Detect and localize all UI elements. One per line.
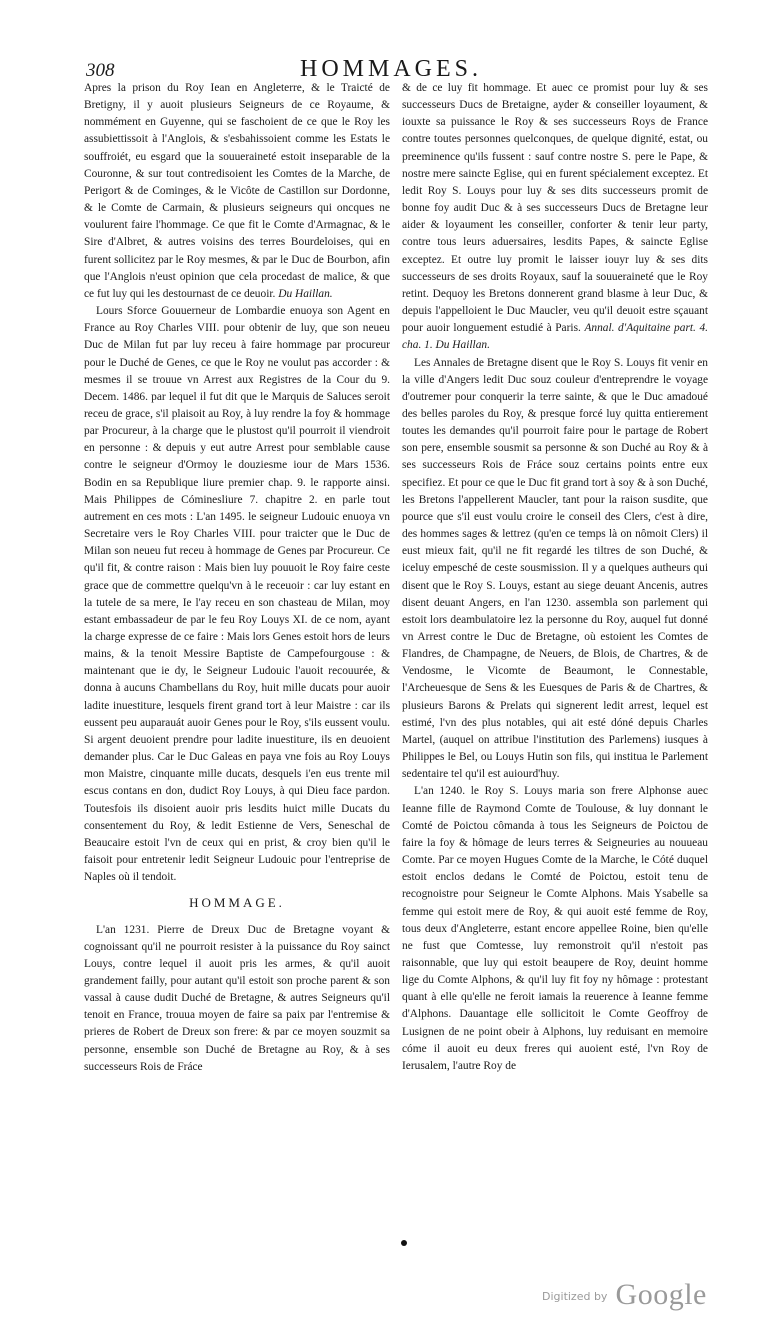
page-number: 308 (86, 60, 115, 81)
google-logo: Google (615, 1278, 707, 1311)
left-column (84, 80, 390, 1076)
paragraph-annales-bretagne: Les Annales de Bretagne disent que le Roy S. Louys fit venir en la ville d'Angers ledit Duc souz couleur d'entreprendre le voyage d'outremer pour conquerir la terre sainte, & que le Duc amadoué des belles paroles du Roy, & presque forcé luy quitta entierement toutes les demandes qu'il pourroit faire pour le partage de Robert son pere, ensemble sousmit sa personne & son Duché au Roy & à ses successeurs Rois de Fráce souz certains points entre eux specifiez. Et pour ce que le Duc fit grand tort à soy & à son Duché, les Bretons l'appellerent Maucler, tant pour la raison susdite, que pource que s'il eust voulu croire le conseil des Clers, c'est à dire, des hommes sages & lettrez (qu'en ce temps là on nômoit Clers) il eust mieux fait, qu'il ne fit regardé les tiltres de son Duché, & iceluy empesché de ceste sousmission. Il y a quelques autheurs qui disent que le Roy S. Louys, estant au siege deuant Ancenis, autres disent deuant Angers, en l'an 1230. assembla son parlement qui estoit lors deambulatoire lez la personne du Roy, auquel fut donné vn Arrest contre le Duc de Bretagne, où estoient les Comtes de Flandres, de Champagne, de Neuers, de Blois, de Chartres, & de Vendosme, le Vicomte de Beaumont, le Connestable, l'Archeuesque de Sens & les Euesques de Paris & de Chartres, & plusieurs Barons & Prelats qui signerent ledit arrest, lequel est estimé, l'vn des plus notables, qui ait esté dóné depuis Charles Martel, (auquel on attribue l'institution des Parlemens) iusques à Philippes le Bel, ou Louys Hutin son fils, qui institua le Parlement sedentaire tel qu'il est auiourd'huy. (402, 356, 708, 781)
paragraph-hommage-continuation (402, 80, 708, 355)
running-head: HOMMAGES. (300, 56, 483, 82)
ornament-dot (401, 1240, 407, 1246)
paragraph-text: & de ce luy fit hommage. Et auec ce promist pour luy & ses successeurs Ducs de Bretaigne, ayder & conseiller loyaument, & iouxte sa puissance le Roy & ses successeurs Roys de France contre toutes personnes quelconques, de quelque dignité, estat, ou preeminence qu'ils fussent : sauf contre nostre S. pere le Pape, & nostre mere saincte Eglise, qui en furent spécialement exceptez. Et ledit Roy S. Louys pour luy & ses dits successeurs promit de bonne foy audit Duc & à ses successeurs Ducs de Bretagne leur aider & loyaument les conseiller, conforter & tenir leur party, contre tous leurs aduersaires, lesdits Papes, & saincte Eglise exceptez. Et outre luy promit le laisser iouyr luy & ses dits successeurs de ses droits Royaux, sauf la souueraineté que le Roy retint. Dequoy les Bretons donnerent grand blasme à leur Duc, & depuis l'appelloient le Duc Maucler, veu qu'il deuoit estre sçauant pour auoir longuement estudié à Paris. (402, 82, 708, 335)
reference-annales-aquitaine: Annal. d'Aquitaine part. 4. cha. 1. Du Haillan. (402, 322, 708, 352)
paragraph-prison-roy-iean (84, 80, 390, 303)
paragraph-1240: L'an 1240. le Roy S. Louys maria son frere Alphonse auec Ieanne fille de Raymond Comte de Toulouse, & luy donnant le Comté de Poictou cômanda à tous les Seigneurs de Poictou de faire la foy & hômage de leurs terres & Seigneuries au nouueau Comte. Par ce moyen Hugues Comte de la Marche, le Cóté duquel estoit enclos dedans le Comté de Poictou, estoit tenu de recognoistre pour Seigneur le Comte Alphons. Mais Ysabelle sa femme qui estoit mere de Roy, & qui auoit esté femme de Roy, tous deux d'Angleterre, estant encore appellee Roine, bien qu'elle ne fust que Comtesse, luy remonstroit qu'il n'estoit pas raisonnable, que luy qui estoit beaupere de Roy, deuint homme lige du Comte Alphons, & qu'il luy fit foy ny hômage : protestant quant à elle qu'elle ne feroit iamais la reuerence à Ieanne femme d'Alphons. Dauantage elle sollicitoit le Comte Geoffroy de Lusignen de ne point obeir à Alphons, luy reduisant en memoire cóme il auoit eu deux freres qui auoient esté, l'vn Roy de Ierusalem, l'autre Roy de (402, 785, 708, 1072)
right-column (402, 80, 708, 1075)
section-title: HOMMAGE. (189, 895, 285, 911)
paragraph-sforce: Lours Sforce Gouuerneur de Lombardie enuoya son Agent en France au Roy Charles VIII. pour obtenir de luy, que son neueu Duc de Milan fut par luy receu à faire hommage par procureur pour le Duché de Genes, ce que le Roy ne voulut pas accorder : & mesmes il se trouue vn Arrest aux Registres de la Cour du 9. Decem. 1486. par lequel il fut dit que le Marquis de Saluces seroit receu de grace, s'il plaisoit au Roy, à luy rendre la foy & hommage par Procureur, à la charge que le plustost qu'il pourroit il viendroit en personne : & depuis y eut autre Arrest pour semblable cause contre le seigneur d'Ormoy le douziesme iour de Mars 1536. Bodin en sa Republique liure premier chap. 9. le rapporte ainsi. Mais Philippes de Cóminesliure 7. chapitre 2. en parle tout autrement en ces mots : L'an 1495. le seigneur Ludouic enuoya vn Secretaire vers le Roy Charles VIII. pour traicter que le Duc de Milan son neueu fut receu à hommage de Genes par Procureur. Ce qu'il fit, & contre raison : Mais bien luy pouuoit le Roy faire ceste grace que de commettre quelqu'vn à le receuoir : car luy estant en la tutele de sa mere, Ie l'ay receu en son chasteau de Milan, moy estant embassadeur de par le feu Roy Louys XI. de ce nom, ayant la charge expresse de ce faire : Mais lors Genes estoit hors de leurs mains, & la tenoit Messire Baptiste de Campefourgouse : & maintenant que ie dy, le Seigneur Ludouic l'auoit recouurée, & donna à aucuns Chambellans du Roy, huit mille ducats pour auoir ladite inuestiture, lesquels firent grand tort à leur Maistre : car ils eussent peu auparauát auoir Genes pour le Roy, s'ils eussent voulu. Si argent deuoient prendre pour ladite inuestiture, ils en deuoient demander plus. Car le Duc Galeas en paya vne fois au Roy Louys mon Maistre, cinquante mille ducats, desquels i'en eus trente mil escus contans en don, dudict Roy Louys, à qui Dieu face pardon. Toutesfois ils disoient auoir pris lesdits huict mille Ducats du consentement du Roy, & ledit Estienne de Vers, Seneschal de Beaucaire estoit l'vn de ceux qui en prist, & croy bien qu'il le faisoit pour entretenir ledit Seigneur Ludouic pour l'entreprise de Naples où il tendoit. (84, 305, 390, 884)
paragraph-text: Apres la prison du Roy Iean en Angleterre, & le Traicté de Bretigny, il y auoit plusieurs Seigneurs de ce Royaume, & nommément en Guyenne, qui se faschoient de ce que le Roy les assubiettissoit à l'Anglois, & s'esbahissoient comme les Estats le souffroiét, eu esgard que la souueraineté estoit inseparable de la Couronne, & sur tout contredisoient les Comtes de la Marche, de Perigort & de Cominges, & le Vicôte de Castillon sur Dordonne, & le Comte de Carmain, & plusieurs seigneurs qui oncques ne voulurent faire l'hommage. Ce que fit le Comte d'Armagnac, & le Sire d'Albret, & autres voisins des terres Bourdeloises, qui en furent sollicitez par le Roy mesmes, & par le Duc de Bourbon, afin que l'Anglois n'eust opinion que cela procedast de malice, & que ce fut luy qui les destournast de ce deuoir. (84, 82, 390, 300)
google-watermark (542, 1278, 707, 1312)
paragraph-pierre-de-dreux: L'an 1231. Pierre de Dreux Duc de Bretagne voyant & cognoissant qu'il ne pourroit resister à la puissance du Roy sainct Louys, contre lequel il auoit pris les armes, & qu'il auoit grandement failly, pour autant qu'il estoit son proche parent & son vassal à cause dudit Duché de Bretagne, & autres Seigneurs qu'il tenoit en France, trouua moyen de faire sa paix par l'entremise & prieres de Robert de Dreux son frere: & par ce moyen souzmit sa personne, ensemble son Duché de Bretagne au Roy, & à ses successeurs Rois de Fráce (84, 923, 390, 1073)
watermark-label: Digitized by (542, 1290, 608, 1303)
reference-du-haillan: Du Haillan. (278, 287, 333, 300)
